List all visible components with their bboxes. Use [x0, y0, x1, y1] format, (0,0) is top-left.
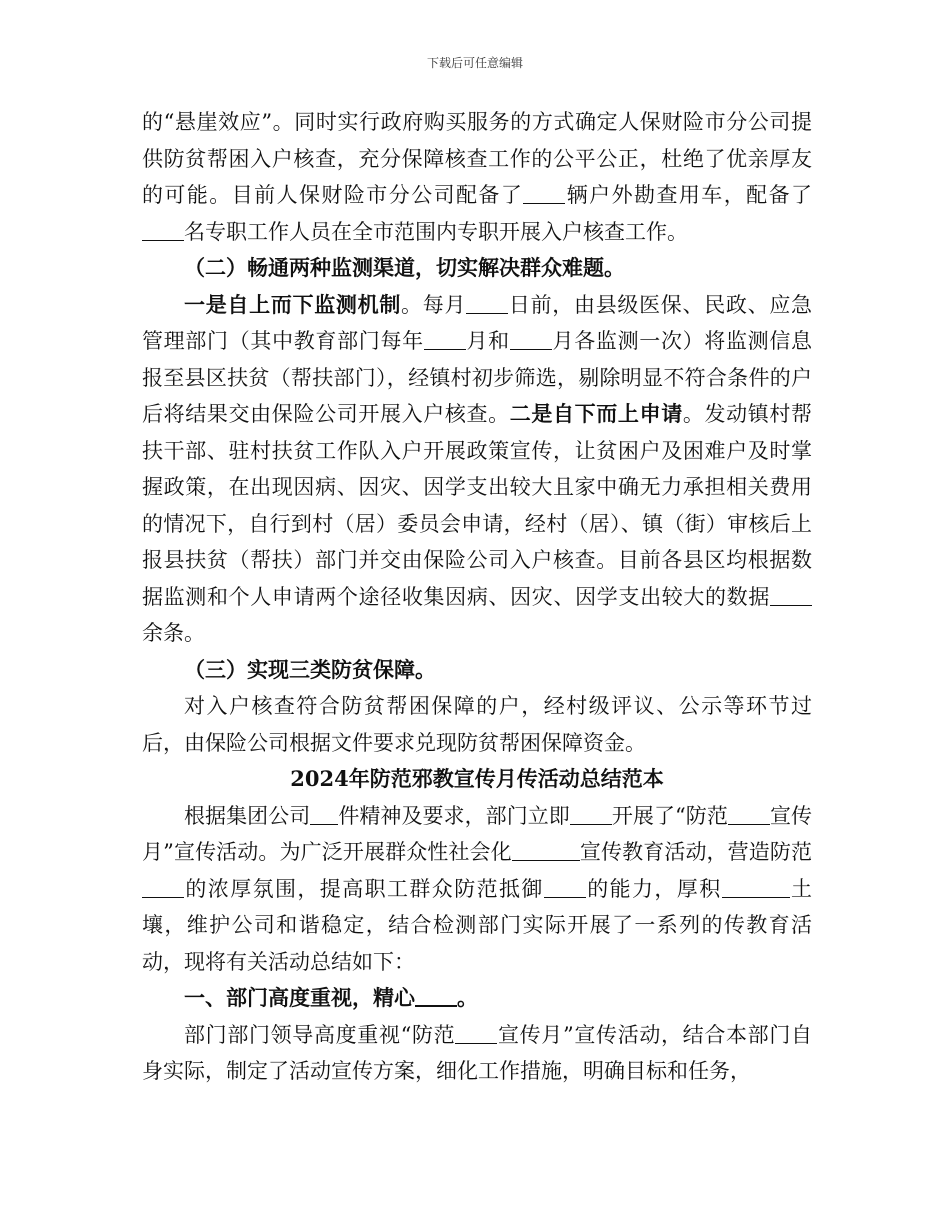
text-run: 名专职工作人员在全市范围内专职开展入户核查工作。: [184, 219, 688, 244]
text-run: 的浓厚氛围，提高职工群众防范抵御: [184, 876, 544, 901]
text-run: 日前，由县级医保、民政、应急管理部门（其中教育部门每年: [142, 292, 813, 353]
blank-field: [455, 1021, 497, 1044]
text-run: 。: [457, 985, 478, 1010]
lead-phrase: 一是自上而下监测机制: [184, 291, 402, 317]
text-run: 根据集团公司: [184, 803, 311, 828]
blank-field: [142, 875, 184, 898]
text-run: 宣传月”宣传活动，结合本部门自身实际，制定了活动宣传方案，细化工作措施，明确目标和任务，: [142, 1022, 812, 1083]
text-run: 件精神及要求，部门立即: [338, 803, 570, 828]
blank-field: [728, 802, 770, 825]
text-run: 宣传月”宣传活动。为广泛开展群众性社会化: [142, 803, 812, 864]
blank-field: [570, 802, 612, 825]
text-run: 。每月: [401, 292, 467, 317]
text-run: 的“悬崖效应”。同时实行政府购买服务的方式确定人保财险市分公司提供防贫帮困入户核查，充分保障核查工作的公平公正，杜绝了优亲厚友的可能。目前人保财险市分公司配备了: [142, 110, 812, 207]
blank-field: [770, 583, 812, 606]
blank-field: [424, 327, 466, 350]
paragraph-5: [142, 1017, 812, 1090]
blank-field: [310, 802, 338, 825]
document-body: [142, 104, 812, 1090]
blank-field: [415, 983, 457, 1007]
lead-phrase: 二是自下而上申请: [509, 401, 683, 426]
paragraph-2: [142, 287, 812, 652]
text-run: 辆户外勘查用车，配备了: [565, 183, 813, 207]
blank-field: [466, 291, 508, 314]
blank-field: [544, 875, 586, 898]
blank-field: [142, 218, 184, 241]
text-run: 部门部门领导高度重视“防范: [184, 1022, 456, 1047]
section-heading-2: （二）畅通两种监测渠道，切实解决群众难题。: [184, 255, 625, 280]
text-run: 余条。: [142, 621, 205, 645]
blank-field: [523, 181, 565, 204]
section-heading-4: [142, 980, 812, 1017]
blank-field: [512, 838, 580, 861]
text-run: 开展了“防范: [611, 803, 728, 828]
section-heading-3: （三）实现三类防贫保障。: [184, 656, 436, 682]
text-run: 宣传教育活动，营造防范: [579, 840, 813, 864]
text-run: 月各监测一次）将监测信息报至县区扶贫（帮扶部门），经镇村初步筛选，剔除明显不符合条件的户后将结果交由保险公司开展入户核查。: [142, 329, 813, 426]
text-run: 一、部门高度重视，精心: [184, 985, 415, 1010]
paragraph-3: 对入户核查符合防贫帮困保障的户，经村级评议、公示等环节过后，由保险公司根据文件要求兑现防贫帮困保障资金。: [142, 694, 812, 755]
article-title: 2024年防范邪教宣传月传活动总结范本: [290, 766, 664, 791]
blank-field: [722, 875, 790, 898]
blank-field: [510, 327, 552, 350]
paragraph-1: [142, 104, 812, 250]
text-run: 土壤，维护公司和谐稳定，结合检测部门实际开展了一系列的传教育活动，现将有关活动总结如下：: [142, 876, 813, 974]
text-run: 月和: [465, 329, 510, 353]
text-run: 。发动镇村帮扶干部、驻村扶贫工作队入户开展政策宣传，让贫困户及困难户及时掌握政策，在出现因病、因灾、因学支出较大且家中确无力承担相关费用的情况下，自行到村（居）委员会申请，经村（居）、镇（街）审核后上报县扶贫（帮扶）部门并交由保险公司入户核查。目前各县区均根据数据监测和个人申请两个途径收集因病、因灾、因学支出较大的数据: [142, 402, 813, 609]
text-run: 的能力，厚积: [585, 876, 722, 901]
paragraph-4: [142, 798, 812, 981]
page-header: 下载后可任意编辑: [426, 56, 523, 70]
